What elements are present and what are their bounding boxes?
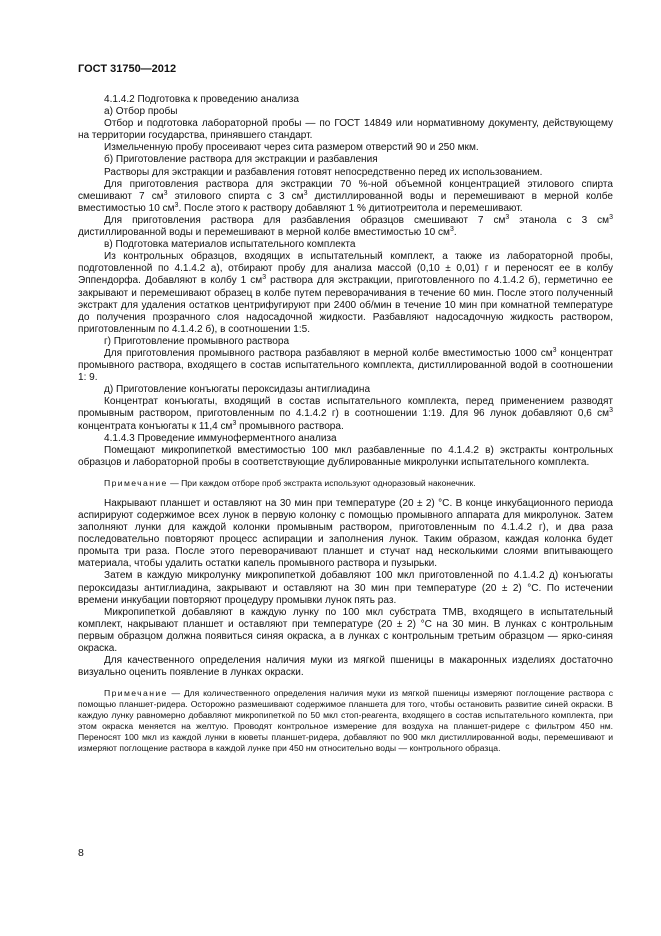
paragraph: Для приготовления раствора для разбавления образцов смешивают 7 $см^3$ этанола с 3 $см^3$ дистиллированной воды и перемешивают в мерной колбе вместимостью 10 $см^3$. bbox=[78, 213, 613, 239]
document-body bbox=[78, 94, 613, 754]
paragraph: Отбор и подготовка лабораторной пробы — по ГОСТ 14849 или нормативному документу, действующему на территории государства, принявшего стандарт. bbox=[78, 118, 613, 142]
paragraph: Растворы для экстракции и разбавления готовят непосредственно перед их использованием. bbox=[104, 166, 543, 178]
note-text: — При каждом отборе проб экстракта используют одноразовый наконечник. bbox=[170, 477, 476, 488]
paragraph: д) Приготовление конъюгаты пероксидазы антиглиадина bbox=[104, 384, 371, 396]
note-text: — Для количественного определения наличия муки из мягкой пшеницы измеряют поглощение раствора с помощью планшет-ридера. Осторожно размешивают содержимое планшета для того, чтобы остановить развитие синей окраски. В каждую лунку равномерно добавляют микропипеткой по 50 мкл стоп-реагента, входящего в состав испытательного комплекта, при этом окраска меняется на желтую. Проводят контрольное измерение для воздуха на планшет-ридере с фильтром 450 нм. Переносят 100 мкл из каждой лунки в кюветы планшет-ридера, добавляют по 900 мкл дистиллированной воды, перемешивают и измеряют поглощение раствора в каждой лунке при 450 нм относительно воды — контрольного образца. bbox=[78, 688, 613, 754]
paragraph: Для приготовления промывного раствора разбавляют в мерной колбе вместимостью 1000 $см^3$ концентрат промывного раствора, входящего в состав испытательного комплекта, дистиллированной водой в соотношении 1: 9. bbox=[78, 346, 613, 384]
paragraph: Концентрат конъюгаты, входящий в состав испытательного комплекта, перед применением разводят промывным раствором, приготовленным по 4.1.4.2 г) в соотношении 1:19. Для 96 лунок добавляют 0,6 $см^3$ концентрата конъюгаты к 11,4 $см^3$ промывного раствора. bbox=[78, 396, 613, 432]
paragraph: в) Подготовка материалов испытательного комплекта bbox=[104, 239, 356, 251]
note-label: Примечание bbox=[104, 688, 168, 699]
note bbox=[78, 478, 613, 489]
paragraph: Микропипеткой добавляют в каждую лунку по 100 мкл субстрата ТМВ, входящего в испытательный комплект, накрывают планшет и оставляют при температуре (20 ± 2) °С на 30 мин. В лунках с контрольным первым образцом должна появиться синяя окраска, а в лунках с контрольным третьим образцом — ярко-синяя окраска. bbox=[78, 606, 613, 655]
paragraph: Из контрольных образцов, входящих в испытательный комплект, а также из лабораторной пробы, подготовленной по 4.1.4.2 а), отбирают пробу для анализа массой (0,10 ± 0,01) г и переносят ее в колбу Эппендорфа. Добавляют в колбу 1 $см^3$ раствора для экстракции, приготовленного по 4.1.4.2 б), герметично ее закрывают и перемешивают образец в колбе путем переворачивания в течение 60 мин. После этого полученный экстракт для удаления остатков центрифугируют при 2400 об/мин в течение 10 мин при комнатной температуре до получения прозрачного слоя надосадочной жидкости. Разбавляют надосадочную жидкость раствором, приготовленным по 4.1.4.2 б), в соотношении 1:5. bbox=[78, 251, 613, 335]
document-header: ГОСТ 31750—2012 bbox=[78, 63, 177, 75]
paragraph: 4.1.4.3 Проведение иммуноферментного анализа bbox=[104, 432, 337, 444]
paragraph: Затем в каждую микролунку микропипеткой добавляют 100 мкл приготовленной по 4.1.4.2 д) конъюгаты пероксидазы антиглиадина, закрывают и оставляют на 30 мин при температуре (20 ± 2) °С. По истечении времени инкубации повторяют процедуру промывки лунок пять раз. bbox=[78, 570, 613, 606]
paragraph: Измельченную пробу просеивают через сита размером отверстий 90 и 250 мкм. bbox=[104, 142, 479, 154]
paragraph: б) Приготовление раствора для экстракции и разбавления bbox=[104, 154, 378, 166]
paragraph: Накрывают планшет и оставляют на 30 мин при температуре (20 ± 2) °С. В конце инкубационного периода аспирируют содержимое всех лунок в первую колонку с помощью промывного аппарата для микролунок. Затем заполняют лунки для каждой колонки промывным раствором, приготовленным по 4.1.4.2 г), и два раза последовательно повторяют процесс аспирации и заполнения лунок. Таким образом, каждая колонка будет промыта три раза. После этого переворачивают планшет и стучат над несколькими слоями впитывающего материала, чтобы удалить остатки капель промывного раствора и пузырьки. bbox=[78, 497, 613, 570]
paragraph: Для приготовления раствора для экстракции 70 %-ной объемной концентрацией этилового спирта смешивают 7 $см^3$ этилового спирта с 3 $см^3$ дистиллированной воды и перемешивают в мерной колбе вместимостью 10 $см^3$. После этого к раствору добавляют 1 % дитиотреитола и перемешивают. bbox=[78, 178, 613, 214]
paragraph: г) Приготовление промывного раствора bbox=[104, 335, 290, 347]
note-label: Примечание bbox=[104, 477, 168, 488]
paragraph: 4.1.4.2 Подготовка к проведению анализа bbox=[104, 94, 299, 105]
note bbox=[78, 688, 613, 754]
page-number: 8 bbox=[78, 847, 84, 859]
paragraph: Помещают микропипеткой вместимостью 100 мкл разбавленные по 4.1.4.2 в) экстракты контрольных образцов и лабораторной пробы в соответствующие дублированные микролунки испытательного комплекта. bbox=[78, 444, 613, 468]
paragraph: Для качественного определения наличия муки из мягкой пшеницы в макаронных изделиях достаточно визуально оценить появление в лунках окраски. bbox=[78, 655, 613, 679]
paragraph: а) Отбор пробы bbox=[104, 106, 178, 118]
